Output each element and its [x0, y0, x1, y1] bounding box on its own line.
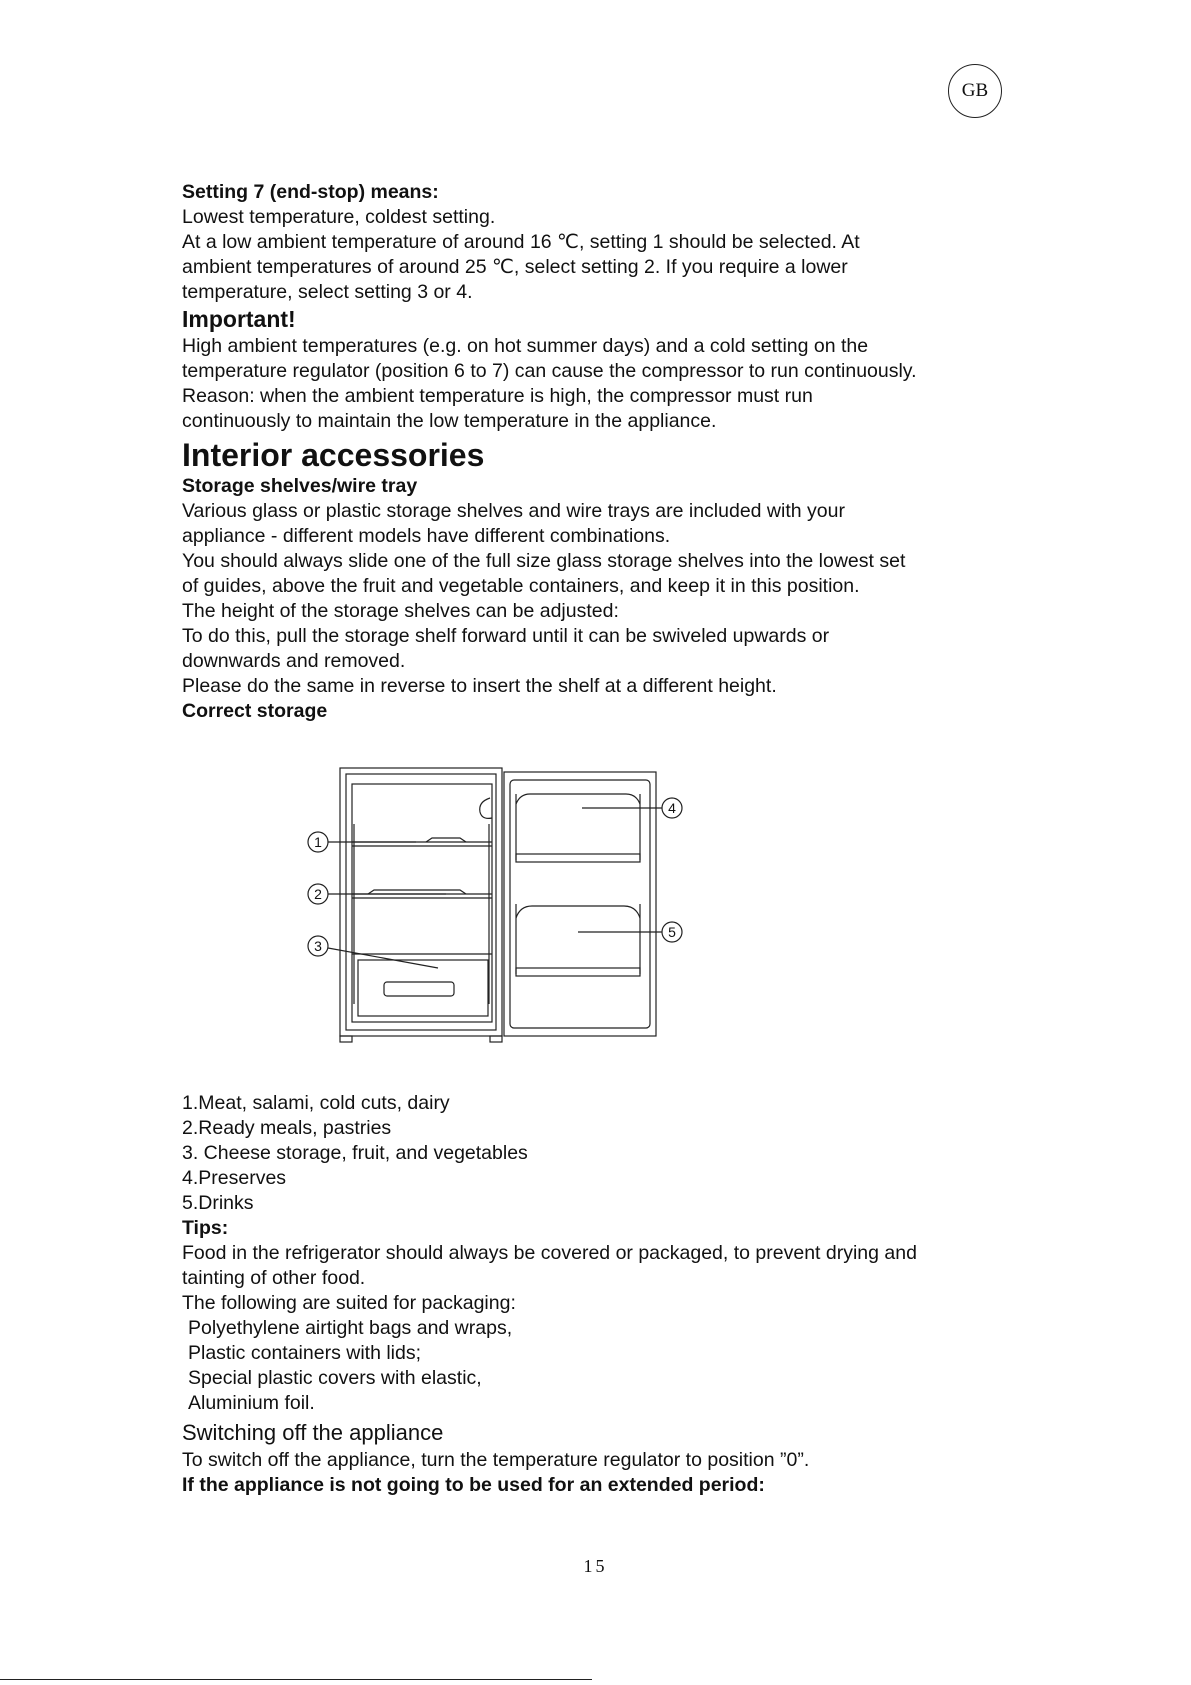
important-line: temperature regulator (position 6 to 7) can cause the compressor to run continuously.	[182, 360, 917, 382]
language-badge: GB	[948, 64, 1002, 118]
interior-line: The height of the storage shelves can be adjusted:	[182, 600, 619, 622]
switch-off-heading: Switching off the appliance	[182, 1420, 444, 1445]
important-line: Reason: when the ambient temperature is high, the compressor must run	[182, 385, 813, 407]
interior-line: To do this, pull the storage shelf forward until it can be swiveled upwards or	[182, 625, 830, 647]
setting-line: temperature, select setting 3 or 4.	[182, 281, 473, 303]
storage-list-item: 1.Meat, salami, cold cuts, dairy	[182, 1092, 450, 1114]
interior-line: of guides, above the fruit and vegetable containers, and keep it in this position.	[182, 575, 860, 597]
callout-5	[662, 922, 682, 942]
callout-1	[308, 832, 328, 852]
svg-text:2: 2	[314, 886, 322, 902]
page-number: 15	[583, 1556, 608, 1576]
setting-line: ambient temperatures of around 25 ℃, select setting 2. If you require a lower	[182, 256, 848, 278]
svg-text:1: 1	[314, 834, 322, 850]
callout-4	[662, 798, 682, 818]
packaging-item: Aluminium foil.	[188, 1392, 315, 1414]
fridge-door	[504, 772, 656, 1036]
interior-line: downwards and removed.	[182, 650, 406, 672]
important-heading: Important!	[182, 306, 296, 332]
svg-text:3: 3	[314, 938, 322, 954]
interior-line: appliance - different models have different combinations.	[182, 525, 671, 547]
bottom-rule	[0, 1679, 592, 1680]
important-line: High ambient temperatures (e.g. on hot summer days) and a cold setting on the	[182, 335, 869, 357]
storage-list-item: 2.Ready meals, pastries	[182, 1117, 392, 1139]
storage-list-item: 4.Preserves	[182, 1167, 287, 1189]
tips-line: The following are suited for packaging:	[182, 1292, 516, 1314]
important-line: continuously to maintain the low temperature in the appliance.	[182, 410, 717, 432]
packaging-item: Special plastic covers with elastic,	[188, 1367, 482, 1389]
shelves-subheading: Storage shelves/wire tray	[182, 475, 418, 497]
interior-line: You should always slide one of the full size glass storage shelves into the lowest set	[182, 550, 906, 572]
svg-text:4: 4	[668, 800, 676, 816]
tips-line: Food in the refrigerator should always be covered or packaged, to prevent drying and	[182, 1242, 917, 1264]
interior-heading: Interior accessories	[182, 437, 485, 473]
callout-leaders	[328, 808, 662, 968]
switch-off-line: To switch off the appliance, turn the temperature regulator to position ”0”.	[182, 1449, 810, 1471]
storage-list-item: 3. Cheese storage, fruit, and vegetables	[182, 1142, 528, 1164]
fridge-cabinet	[340, 768, 502, 1042]
fridge-diagram	[296, 764, 726, 1054]
crisper-drawer	[352, 954, 492, 1016]
packaging-item: Plastic containers with lids;	[188, 1342, 422, 1364]
storage-list-item: 5.Drinks	[182, 1192, 254, 1214]
lower-text	[182, 1091, 1032, 1498]
callout-3	[308, 936, 328, 956]
interior-line: Various glass or plastic storage shelves and wire trays are included with your	[182, 500, 845, 522]
setting-line: Lowest temperature, coldest setting.	[182, 206, 496, 228]
svg-text:5: 5	[668, 924, 676, 940]
callout-2	[308, 884, 328, 904]
main-text	[182, 180, 1032, 724]
setting-line: At a low ambient temperature of around 16 ℃, setting 1 should be selected. At	[182, 231, 860, 253]
packaging-item: Polyethylene airtight bags and wraps,	[188, 1317, 513, 1339]
tips-line: tainting of other food.	[182, 1267, 366, 1289]
interior-line: Please do the same in reverse to insert the shelf at a different height.	[182, 675, 777, 697]
extended-period-heading: If the appliance is not going to be used for an extended period:	[182, 1474, 765, 1496]
correct-storage-heading: Correct storage	[182, 700, 328, 722]
setting-heading: Setting 7 (end-stop) means:	[182, 181, 439, 203]
tips-heading: Tips:	[182, 1217, 229, 1239]
